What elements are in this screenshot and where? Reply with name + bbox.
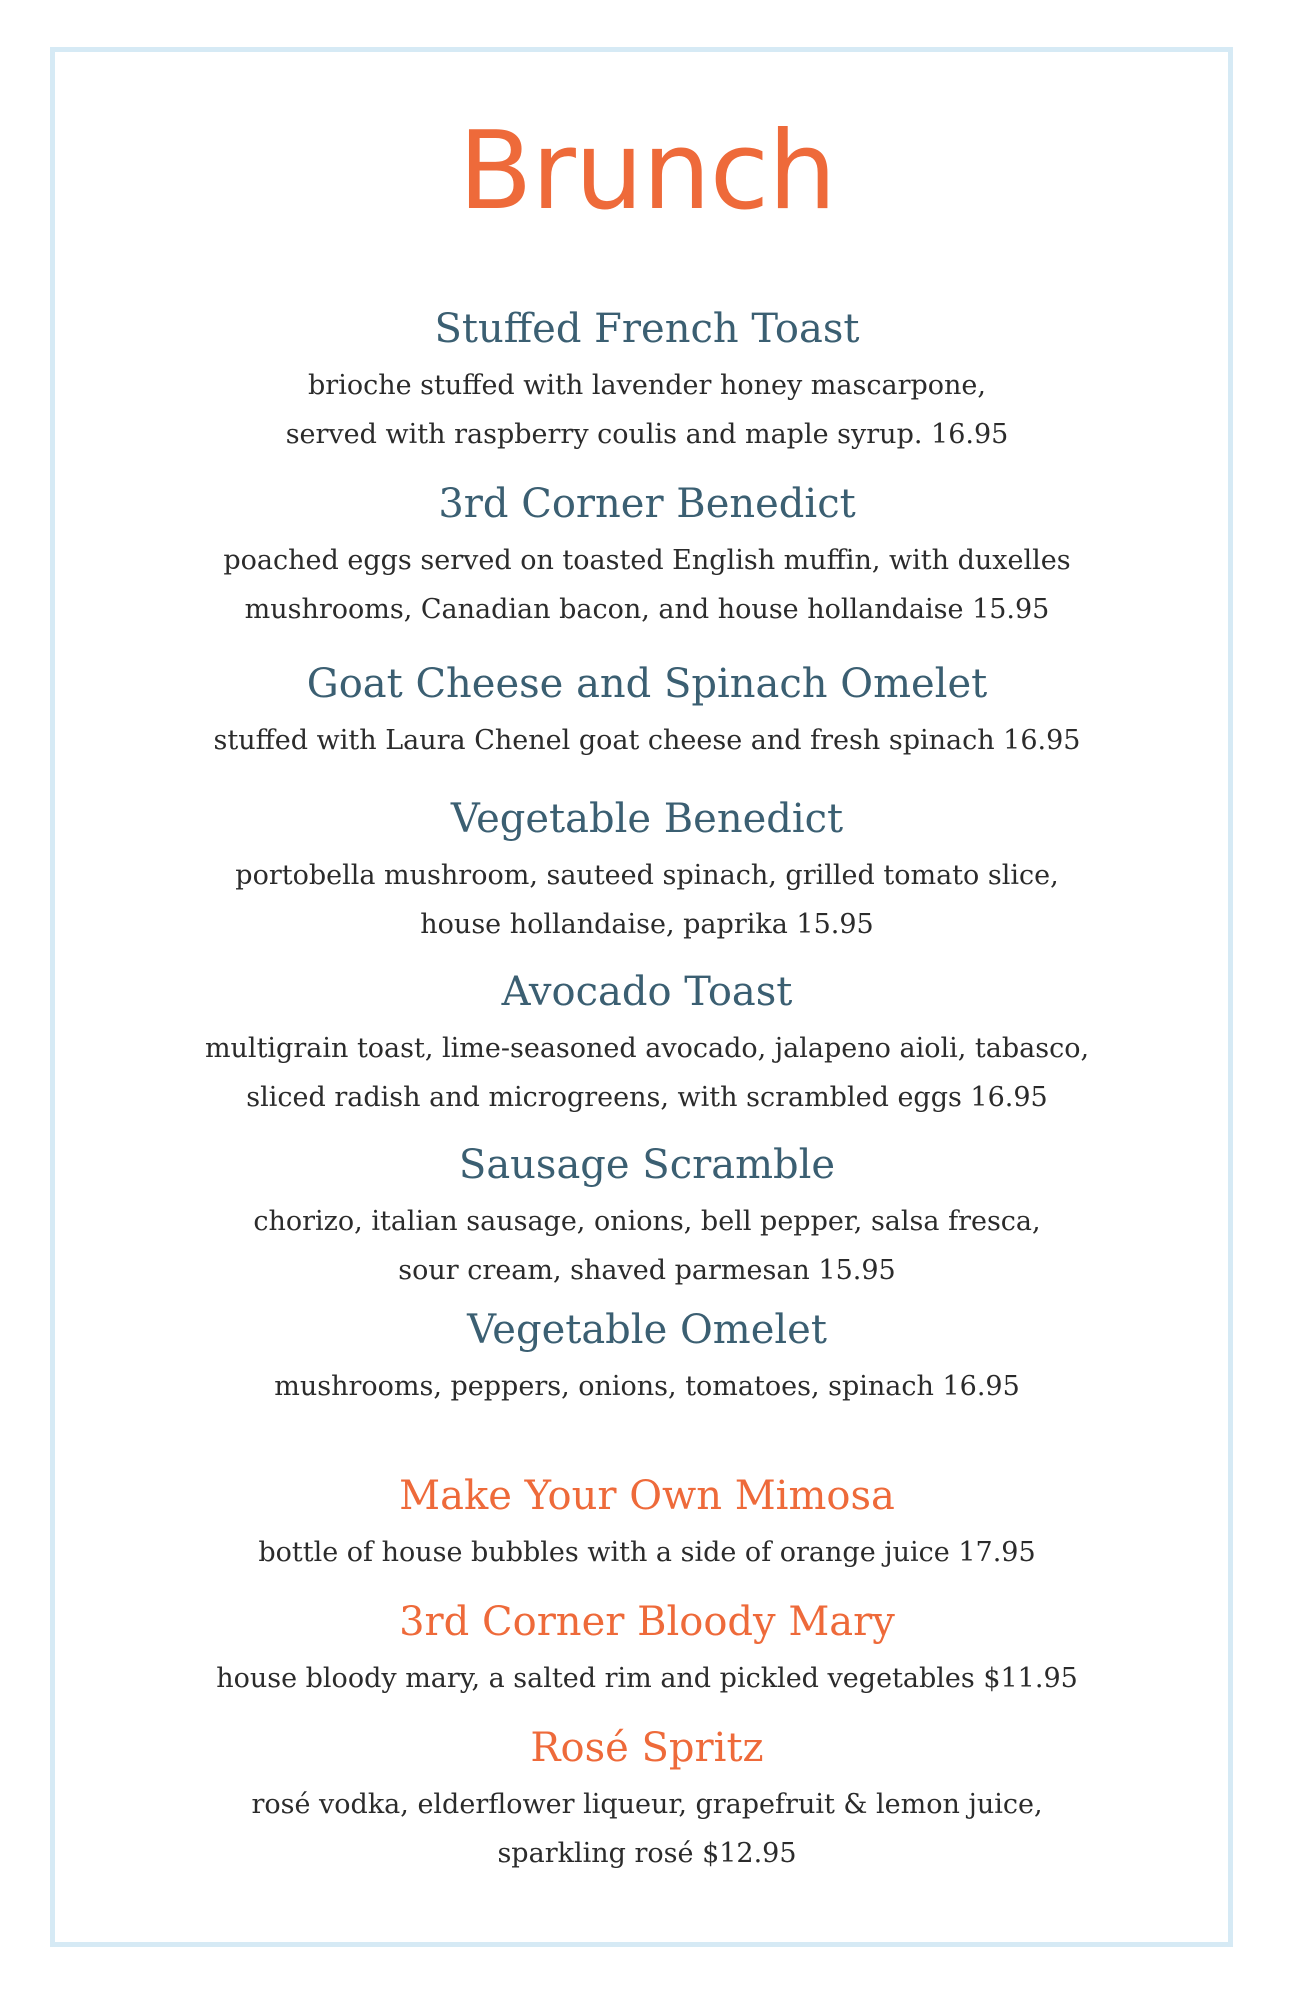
item-name: Make Your Own Mimosa xyxy=(399,1473,895,1519)
item-description-line: sliced radish and microgreens, with scrambled eggs 16.95 xyxy=(246,1082,1048,1113)
item-description xyxy=(0,851,1294,949)
item-name: Vegetable Benedict xyxy=(450,796,844,842)
drink-item-mimosa xyxy=(0,1472,1294,1577)
drink-item-bloody-mary xyxy=(0,1598,1294,1703)
item-description xyxy=(0,1362,1294,1411)
item-name: 3rd Corner Benedict xyxy=(438,481,856,527)
item-description-line: stuffed with Laura Chenel goat cheese and fresh spinach 16.95 xyxy=(213,725,1081,756)
item-description xyxy=(0,716,1294,765)
item-description-line: house bloody mary, a salted rim and pickled vegetables $11.95 xyxy=(216,1663,1078,1694)
menu-item-vegetable-omelet xyxy=(0,1306,1294,1411)
item-name: Stuffed French Toast xyxy=(434,306,860,352)
item-description xyxy=(0,1528,1294,1577)
item-description-line: sparkling rosé $12.95 xyxy=(497,1838,797,1869)
item-name: Rosé Spritz xyxy=(530,1725,764,1771)
item-description-line: poached eggs served on toasted English muffin, with duxelles xyxy=(223,545,1071,576)
item-description xyxy=(0,1024,1294,1122)
item-description-line: mushrooms, Canadian bacon, and house hollandaise 15.95 xyxy=(244,594,1050,625)
item-name: Avocado Toast xyxy=(501,969,793,1015)
menu-item-goat-cheese-omelet xyxy=(0,660,1294,765)
drink-item-rose-spritz xyxy=(0,1724,1294,1878)
item-description-line: rosé vodka, elderflower liqueur, grapefruit & lemon juice, xyxy=(251,1789,1043,1820)
item-description-line: brioche stuffed with lavender honey mascarpone, xyxy=(308,370,986,401)
item-description-line: portobella mushroom, sauteed spinach, grilled tomato slice, xyxy=(235,860,1059,891)
item-description xyxy=(0,1197,1294,1295)
menu-title: Brunch xyxy=(458,109,836,234)
menu-item-3rd-corner-benedict xyxy=(0,480,1294,634)
item-description-line: chorizo, italian sausage, onions, bell pepper, salsa fresca, xyxy=(253,1206,1041,1237)
menu-item-stuffed-french-toast xyxy=(0,305,1294,459)
menu-item-vegetable-benedict xyxy=(0,795,1294,949)
item-description xyxy=(0,361,1294,459)
item-description-line: bottle of house bubbles with a side of orange juice 17.95 xyxy=(258,1537,1036,1568)
item-description xyxy=(0,1654,1294,1703)
menu-item-sausage-scramble xyxy=(0,1141,1294,1295)
item-description xyxy=(0,536,1294,634)
item-name: Sausage Scramble xyxy=(458,1142,836,1188)
menu-item-avocado-toast xyxy=(0,968,1294,1122)
item-description xyxy=(0,1780,1294,1878)
item-description-line: served with raspberry coulis and maple syrup. 16.95 xyxy=(285,419,1009,450)
item-name: Vegetable Omelet xyxy=(467,1307,827,1353)
item-description-line: sour cream, shaved parmesan 15.95 xyxy=(398,1255,896,1286)
item-description-line: house hollandaise, paprika 15.95 xyxy=(420,909,874,940)
item-description-line: mushrooms, peppers, onions, tomatoes, spinach 16.95 xyxy=(274,1371,1020,1402)
item-name: Goat Cheese and Spinach Omelet xyxy=(306,661,988,707)
item-name: 3rd Corner Bloody Mary xyxy=(399,1599,895,1645)
item-description-line: multigrain toast, lime-seasoned avocado, jalapeno aioli, tabasco, xyxy=(204,1033,1090,1064)
